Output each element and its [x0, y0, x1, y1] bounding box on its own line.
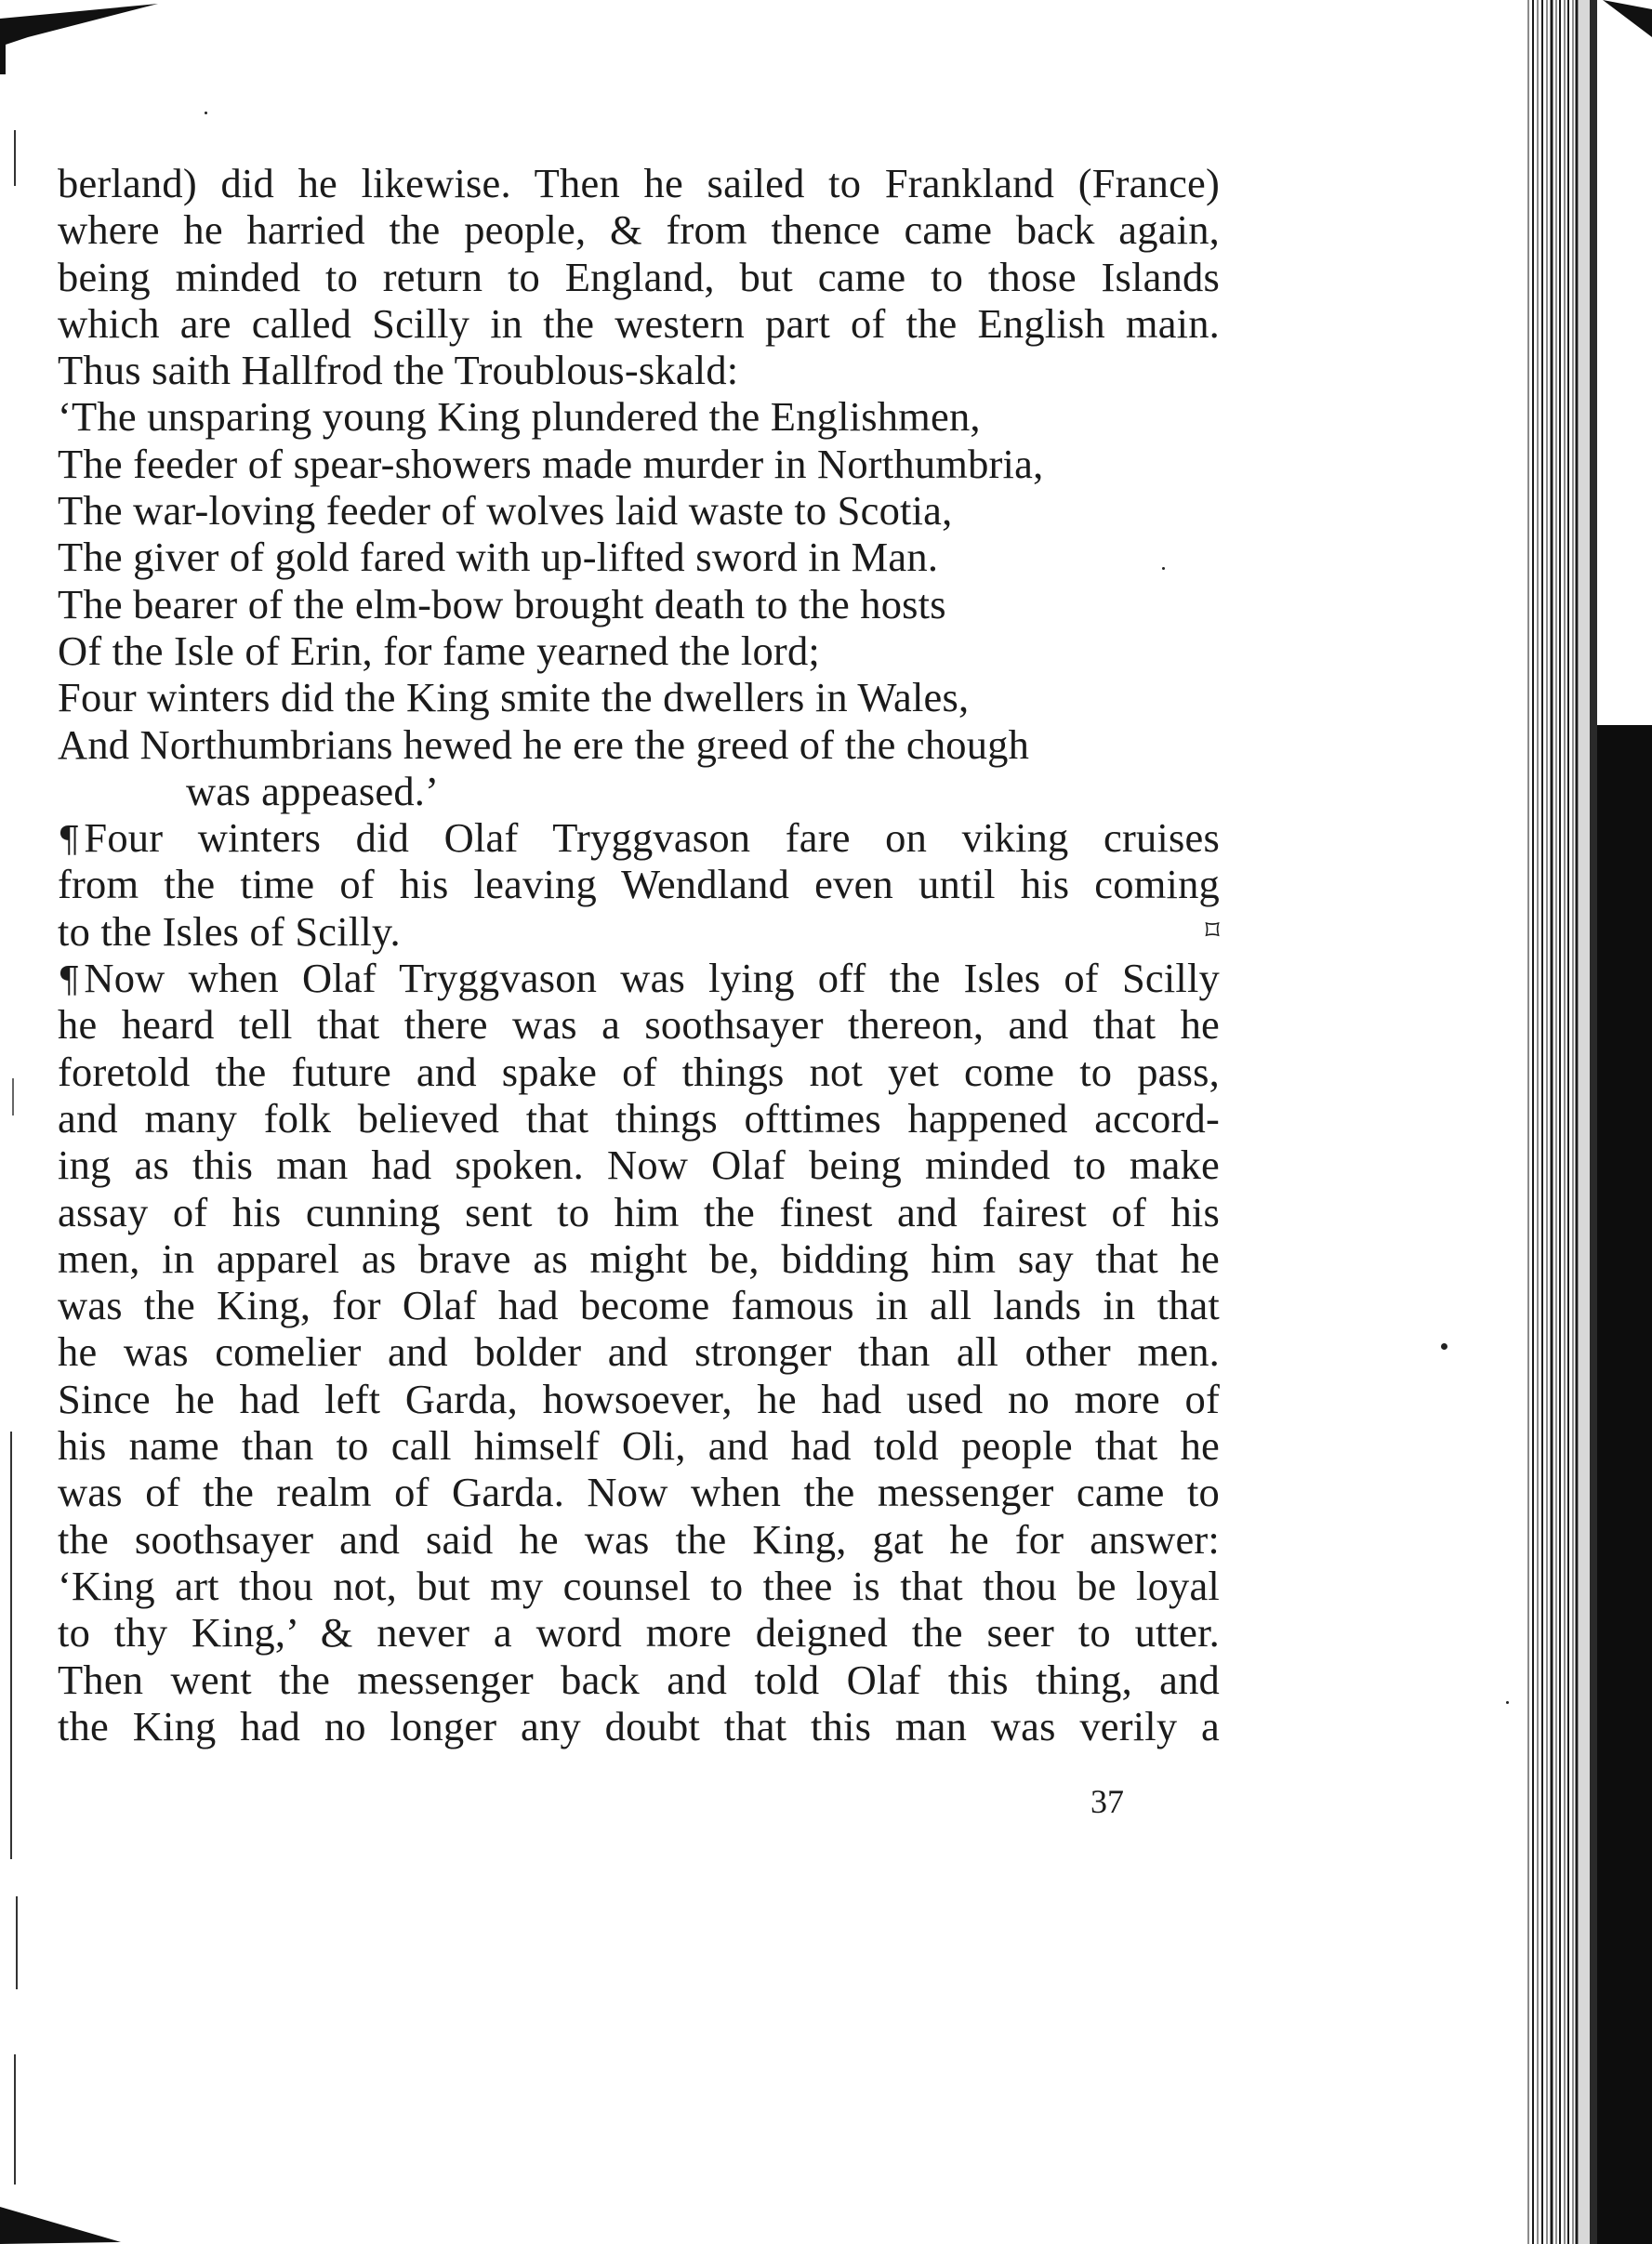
- scan-corner-bottom-icon: [0, 2188, 130, 2244]
- text-line: being minded to return to England, but came to those Islands: [58, 253, 1220, 300]
- text-line: from the time of his leaving Wendland even until his coming: [58, 861, 1220, 908]
- paragraph-end-line: [58, 908, 1220, 955]
- text-line: he heard tell that there was a soothsayer thereon, and that he: [58, 1001, 1220, 1049]
- pilcrow-icon: ¶: [58, 819, 81, 861]
- text-line: was of the realm of Garda. Now when the messenger came to: [58, 1469, 1220, 1516]
- verse-line: The feeder of spear-showers made murder in Northumbria,: [58, 440, 1044, 487]
- text-line: which are called Scilly in the western part of the English main.: [58, 299, 1220, 347]
- text-line: the King had no longer any doubt that this man was verily a: [58, 1702, 1220, 1749]
- text-line: ‘King art thou not, but my counsel to thee is that thou be loyal: [58, 1562, 1220, 1609]
- text-line: assay of his cunning sent to him the finest and fairest of his: [58, 1188, 1220, 1235]
- scan-speck: [1506, 1701, 1509, 1704]
- verse-line: Of the Isle of Erin, for fame yearned the lord;: [58, 627, 820, 674]
- text-line: Since he had left Garda, howsoever, he had used no more of: [58, 1375, 1220, 1422]
- verse-line: Four winters did the King smite the dwellers in Wales,: [58, 674, 970, 721]
- text-line: he was comelier and bolder and stronger than all other men.: [58, 1328, 1220, 1376]
- text-line: to thy King,’ & never a word more deigned the seer to utter.: [58, 1609, 1220, 1657]
- text-line: men, in apparel as brave as might be, bidding him say that he: [58, 1234, 1220, 1282]
- page-number: 37: [1090, 1783, 1124, 1820]
- text-line: Now when Olaf Tryggvason was lying off the Isles of Scilly: [84, 955, 1220, 1002]
- pilcrow-icon: ¶: [58, 959, 81, 1001]
- body-text: [58, 160, 1220, 1749]
- section-end-mark-icon: ⌑: [1205, 914, 1220, 947]
- text-line: Then went the messenger back and told Olaf this thing, and: [58, 1656, 1220, 1703]
- text-line: and many folk believed that things ofttimes happened accord-: [58, 1094, 1220, 1142]
- text-line: Thus saith Hallfrod the Troublous-skald:: [58, 347, 739, 394]
- verse-line: The giver of gold fared with up-lifted sword in Man.: [58, 534, 939, 581]
- text-line: his name than to call himself Oli, and had told people that he: [58, 1422, 1220, 1470]
- verse-line: was appeased.’: [186, 767, 440, 814]
- scan-speck: [205, 112, 207, 114]
- text-line: ing as this man had spoken. Now Olaf being minded to make: [58, 1142, 1220, 1189]
- text-line: to the Isles of Scilly.: [58, 907, 401, 955]
- text-line: was the King, for Olaf had become famous in all lands in that: [58, 1282, 1220, 1329]
- verse-line: The war-loving feeder of wolves laid waste to Scotia,: [58, 487, 953, 535]
- scan-left-edge-icon: [7, 56, 35, 2194]
- book-binding-shadow-icon: [1525, 0, 1652, 2244]
- text-line: the soothsayer and said he was the King, gat he for answer:: [58, 1515, 1220, 1563]
- verse-line: And Northumbrians hewed he ere the greed of the chough: [58, 720, 1030, 768]
- scan-speck: [1441, 1343, 1447, 1350]
- text-line: foretold the future and spake of things not yet come to pass,: [58, 1048, 1220, 1095]
- paragraph-start-line: [58, 955, 1220, 1001]
- verse-line: ‘The unsparing young King plundered the Englishmen,: [58, 393, 981, 441]
- text-line: berland) did he likewise. Then he sailed to Frankland (France): [58, 160, 1220, 206]
- text-line: where he harried the people, & from thence came back again,: [58, 206, 1220, 254]
- text-line: Four winters did Olaf Tryggvason fare on viking cruises: [84, 814, 1220, 862]
- verse-line: The bearer of the elm-bow brought death to the hosts: [58, 580, 946, 627]
- paragraph-start-line: [58, 814, 1220, 861]
